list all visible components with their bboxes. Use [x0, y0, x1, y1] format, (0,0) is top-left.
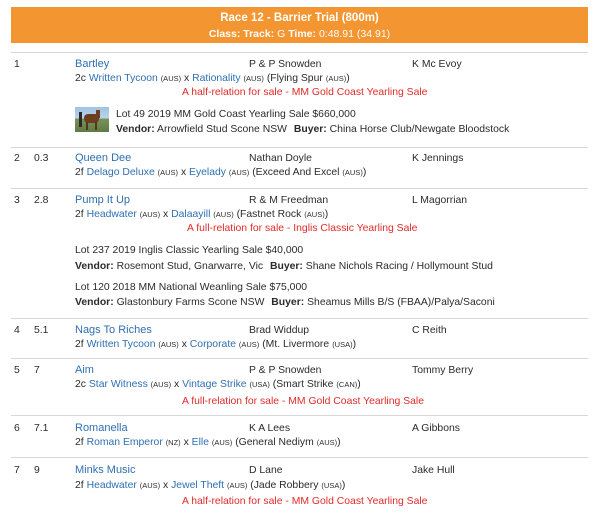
pedigree-line [75, 436, 341, 449]
dam-link[interactable]: Jewel Theft [171, 480, 225, 491]
horse-name-link[interactable]: Queen Dee [75, 152, 132, 164]
horse-name-link[interactable]: Romanella [75, 422, 128, 434]
relation-for-sale-link[interactable]: A half-relation for sale - MM Gold Coast Yearling Sale [182, 87, 428, 98]
sale-lot: Lot 237 2019 Inglis Classic Yearling Sale $40,000 [75, 245, 304, 256]
margin: 5.1 [34, 325, 49, 336]
dam-link[interactable]: Elle [191, 437, 209, 448]
trainer-name: D Lane [249, 465, 283, 476]
sire-country: (NZ) [165, 438, 181, 447]
age-sex: 2f [75, 209, 84, 220]
horse-photo-icon [75, 107, 109, 132]
horse-name-link[interactable]: Pump It Up [75, 194, 131, 206]
sire-link[interactable]: Headwater [86, 209, 137, 220]
cross-symbol: x [163, 480, 169, 491]
close-paren: ) [357, 379, 361, 390]
sire-link[interactable]: Headwater [86, 480, 137, 491]
dam-country: (AUS) [226, 481, 248, 490]
margin: 7 [34, 365, 40, 376]
damsire-country: (AUS) [342, 168, 363, 177]
sire-country: (AUS) [158, 340, 179, 349]
close-paren: ) [352, 339, 357, 350]
sale-vendor-buyer [75, 260, 493, 273]
finish-position: 2 [14, 153, 20, 164]
buyer-name: Shane Nichols Racing / Hollymount Stud [305, 261, 493, 272]
buyer-name: China Horse Club/Newgate Bloodstock [329, 124, 510, 135]
dam-link[interactable]: Eyelady [189, 167, 226, 178]
damsire: (Jade Robbery [250, 480, 319, 491]
sire-link[interactable]: Written Tycoon [86, 339, 156, 350]
sire-link[interactable]: Roman Emperor [86, 437, 163, 448]
relation-for-sale-link[interactable]: A full-relation for sale - Inglis Classic Yearling Sale [187, 223, 418, 234]
margin: 0.3 [34, 153, 49, 164]
result-row [11, 358, 588, 416]
sire-country: (AUS) [160, 74, 182, 83]
margin: 2.8 [34, 195, 49, 206]
dam-link[interactable]: Dalaayill [171, 209, 211, 220]
cross-symbol: x [181, 339, 187, 350]
close-paren: ) [341, 480, 346, 491]
track-label: Track: [243, 28, 275, 40]
trainer-name: Brad Widdup [249, 325, 310, 336]
buyer-label: Buyer: [293, 124, 327, 135]
damsire-country: (USA) [321, 481, 342, 490]
relation-for-sale-link[interactable]: A half-relation for sale - MM Gold Coast Yearling Sale [182, 496, 428, 507]
buyer-label: Buyer: [271, 297, 305, 308]
dam-country: (AUS) [211, 438, 233, 447]
close-paren: ) [362, 167, 367, 178]
age-sex: 2f [75, 437, 84, 448]
sale-lot: Lot 120 2018 MM National Weanling Sale $75,000 [75, 282, 308, 293]
close-paren: ) [346, 73, 350, 84]
cross-symbol: x [180, 167, 187, 178]
jockey-name: Jake Hull [412, 465, 455, 476]
sale-lot: Lot 49 2019 MM Gold Coast Yearling Sale $660,000 [116, 109, 356, 120]
cross-symbol: x [163, 209, 169, 220]
dam-link[interactable]: Rationality [192, 73, 241, 84]
horse-name-link[interactable]: Bartley [75, 58, 110, 70]
sire-country: (AUS) [157, 168, 179, 177]
damsire-country: (AUS) [316, 438, 338, 447]
race-header [11, 7, 588, 43]
dam-country: (AUS) [213, 210, 234, 219]
pedigree-line [75, 166, 366, 179]
age-sex: 2f [75, 339, 84, 350]
result-row [11, 457, 588, 518]
cross-symbol: x [184, 73, 190, 84]
horse-name-link[interactable]: Minks Music [75, 464, 136, 476]
jockey-name: L Magorrian [412, 195, 468, 206]
pedigree-line [75, 338, 356, 351]
age-sex: 2f [75, 167, 84, 178]
buyer-label: Buyer: [269, 261, 303, 272]
time-value: 0:48.91 (34.91) [318, 28, 391, 40]
trainer-name: P & P Snowden [249, 59, 322, 70]
age-sex: 2c [75, 73, 86, 84]
race-title: Race 12 - Barrier Trial (800m) [220, 12, 379, 24]
age-sex: 2c [75, 379, 86, 390]
damsire: (General Nediym [235, 437, 314, 448]
sire-link[interactable]: Delago Deluxe [86, 167, 155, 178]
pedigree-line [75, 72, 350, 85]
damsire: (Exceed And Excel [252, 167, 340, 178]
sale-vendor-buyer [116, 123, 509, 136]
dam-country: (USA) [249, 380, 270, 389]
sire-country: (AUS) [150, 380, 172, 389]
horse-name-link[interactable]: Aim [75, 364, 94, 376]
cross-symbol: x [173, 379, 180, 390]
vendor-name: Rosemont Stud, Gnarwarre, Vic [116, 261, 264, 272]
age-sex: 2f [75, 480, 84, 491]
damsire-country: (CAN) [336, 380, 358, 389]
finish-position: 1 [14, 59, 20, 70]
race-details [11, 28, 588, 40]
vendor-label: Vendor: [116, 124, 155, 135]
trainer-name: K A Lees [249, 423, 291, 434]
damsire-country: (AUS) [304, 210, 325, 219]
vendor-label: Vendor: [75, 261, 114, 272]
jockey-name: K Mc Evoy [412, 59, 462, 70]
vendor-label: Vendor: [75, 297, 114, 308]
dam-link[interactable]: Vintage Strike [182, 379, 247, 390]
horse-name-link[interactable]: Nags To Riches [75, 324, 152, 336]
jockey-name: A Gibbons [412, 423, 460, 434]
finish-position: 5 [14, 365, 20, 376]
sire-link[interactable]: Star Witness [88, 379, 148, 390]
result-row [11, 318, 588, 359]
damsire-country: (AUS) [325, 74, 347, 83]
close-paren: ) [324, 209, 329, 220]
vendor-name: Glastonbury Farms Scone NSW [116, 297, 265, 308]
result-row [11, 147, 588, 189]
finish-position: 6 [14, 423, 20, 434]
class-label: Class: [208, 28, 241, 40]
damsire: (Flying Spur [266, 73, 323, 84]
sale-vendor-buyer [75, 296, 495, 309]
cross-symbol: x [183, 437, 189, 448]
damsire: (Smart Strike [272, 379, 334, 390]
sire-country: (AUS) [139, 210, 161, 219]
margin: 7.1 [34, 423, 49, 434]
finish-position: 3 [14, 195, 20, 206]
time-label: Time: [288, 28, 317, 40]
pedigree-line [75, 378, 361, 391]
trainer-name: Nathan Doyle [249, 153, 312, 164]
dam-country: (AUS) [228, 168, 250, 177]
dam-country: (AUS) [243, 74, 264, 83]
jockey-name: K Jennings [412, 153, 464, 164]
jockey-name: Tommy Berry [412, 365, 474, 376]
damsire-country: (USA) [332, 340, 353, 349]
damsire: (Fastnet Rock [236, 209, 302, 220]
pedigree-line [75, 208, 328, 221]
trainer-name: R & M Freedman [249, 195, 329, 206]
finish-position: 7 [14, 465, 20, 476]
relation-for-sale-link[interactable]: A full-relation for sale - MM Gold Coast Yearling Sale [182, 396, 424, 407]
trainer-name: P & P Snowden [249, 365, 322, 376]
result-row [11, 188, 588, 315]
buyer-name: Sheamus Mills B/S (FBAA)/Palya/Saconi [307, 297, 495, 308]
close-paren: ) [337, 437, 341, 448]
result-row [11, 52, 588, 148]
sire-link[interactable]: Written Tycoon [88, 73, 158, 84]
damsire: (Mt. Livermore [262, 339, 330, 350]
dam-link[interactable]: Corporate [189, 339, 236, 350]
pedigree-line [75, 479, 345, 492]
jockey-name: C Reith [412, 325, 447, 336]
vendor-name: Arrowfield Stud Scone NSW [157, 124, 287, 135]
dam-country: (AUS) [238, 340, 260, 349]
finish-position: 4 [14, 325, 20, 336]
margin: 9 [34, 465, 40, 476]
sire-country: (AUS) [139, 481, 161, 490]
result-row [11, 415, 588, 458]
track-value: G [277, 28, 286, 40]
